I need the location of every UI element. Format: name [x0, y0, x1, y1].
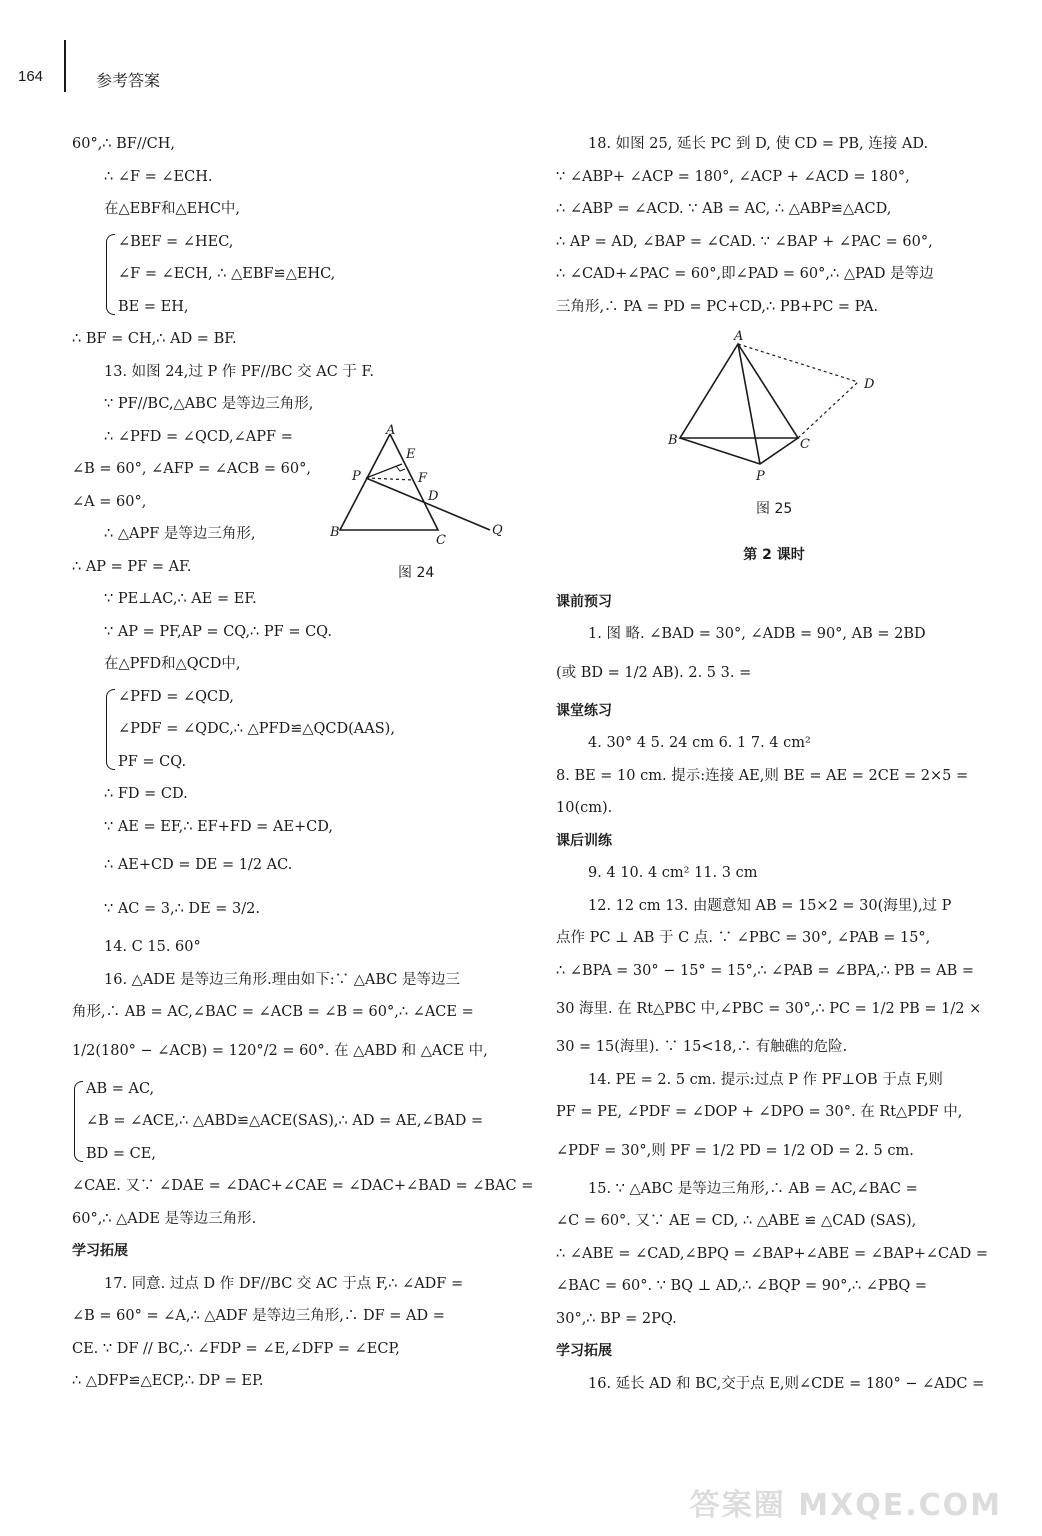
text-line: ∵ ∠ABP+ ∠ACP = 180°, ∠ACP + ∠ACD = 180°,	[556, 168, 910, 185]
text-line: ∠C = 60°. 又∵ AE = CD, ∴ △ABE ≌ △CAD (SAS),	[556, 1213, 917, 1229]
text-line: 10(cm).	[556, 800, 613, 816]
text-line: 30 海里. 在 Rt△PBC 中,∠PBC = 30°,∴ PC = 1/2 PB = 1/2 ×	[556, 1001, 982, 1017]
text-line: 16. △ADE 是等边三角形.理由如下:∵ △ABC 是等边三	[104, 971, 460, 988]
text-line: ∠PDF = 30°,则 PF = 1/2 PD = 1/2 OD = 2. 5 cm.	[556, 1142, 914, 1159]
text-line: 在△EBF和△EHC中,	[104, 201, 241, 217]
system-line: PF = CQ.	[118, 753, 187, 770]
fig25-label: P	[756, 469, 765, 484]
text-line: ∴ BF = CH,∴ AD = BF.	[72, 331, 237, 347]
text-line: PF = PE, ∠PDF = ∠DOP + ∠DPO = 30°. 在 Rt△PDF 中,	[556, 1104, 963, 1120]
text-line: ∴ △DFP≌△ECP,∴ DP = EP.	[72, 1373, 264, 1389]
text-line: 60°,∴ △ADE 是等边三角形.	[72, 1210, 257, 1227]
text-line: 在△PFD和△QCD中,	[104, 656, 241, 672]
system-line: BD = CE,	[86, 1145, 156, 1162]
figure-24-caption: 图 24	[398, 565, 435, 581]
section-heading: 课前预习	[556, 593, 612, 610]
fig24-label: C	[436, 533, 446, 548]
system-line: AB = AC,	[86, 1080, 155, 1097]
equation-system	[72, 1073, 512, 1171]
text-line: ∵ AE = EF,∴ EF+FD = AE+CD,	[104, 818, 333, 835]
watermark: 答案圈 MXQE.COM	[689, 1488, 1002, 1523]
fig24-label: A	[386, 424, 396, 438]
figure-24-diagram	[330, 424, 510, 574]
text-line: ∴ △APF 是等边三角形,	[104, 526, 256, 542]
system-line: ∠B = ∠ACE,∴ △ABD≌△ACE(SAS),∴ AD = AE,∠BAD =	[86, 1113, 484, 1129]
brace	[106, 234, 115, 316]
lesson-heading: 第 2 课时	[743, 547, 805, 563]
text-line: 8. BE = 10 cm. 提示:连接 AE,则 BE = AE = 2CE = 2×5 =	[556, 767, 969, 784]
text-line: ∴ AP = PF = AF.	[72, 558, 192, 575]
text-line: 1/2(180° − ∠ACB) = 120°/2 = 60°. 在 △ABD 和 △ACE 中,	[72, 1042, 488, 1059]
text-line: 15. ∵ △ABC 是等边三角形,∴ AB = AC,∠BAC =	[588, 1180, 918, 1197]
system-line: ∠PDF = ∠QDC,∴ △PFD≌△QCD(AAS),	[118, 721, 395, 737]
section-heading: 学习拓展	[72, 1243, 128, 1259]
fig25-label: C	[800, 437, 810, 452]
text-line: 9. 4 10. 4 cm² 11. 3 cm	[588, 865, 758, 881]
system-line: ∠PFD = ∠QCD,	[118, 688, 234, 705]
text-line: ∴ ∠CAD+∠PAC = 60°,即∠PAD = 60°,∴ △PAD 是等边	[556, 266, 934, 282]
text-line: ∠A = 60°,	[72, 493, 147, 510]
text-line: 14. C 15. 60°	[104, 939, 201, 955]
text-line: ∠B = 60° = ∠A,∴ △ADF 是等边三角形,∴ DF = AD =	[72, 1308, 445, 1324]
text-line: ∴ ∠BPA = 30° − 15° = 15°,∴ ∠PAB = ∠BPA,∴ PB = AB =	[556, 962, 975, 979]
equation-system	[104, 226, 512, 324]
fig25-label: B	[668, 433, 678, 448]
text-line: 60°,∴ BF//CH,	[72, 136, 175, 152]
text-line: 16. 延长 AD 和 BC,交于点 E,则∠CDE = 180° − ∠ADC =	[588, 1375, 985, 1392]
text-line: 1. 图 略. ∠BAD = 30°, ∠ADB = 90°, AB = 2BD	[588, 626, 926, 642]
fig25-label: A	[734, 329, 744, 344]
text-line: ∠B = 60°, ∠AFP = ∠ACB = 60°,	[72, 461, 311, 477]
fig25-label: D	[864, 377, 875, 392]
figure-25	[660, 326, 890, 516]
left-column	[72, 128, 534, 1398]
brace	[74, 1081, 83, 1163]
text-line: ∵ AP = PF,AP = CQ,∴ PF = CQ.	[104, 623, 332, 640]
fig24-label: E	[406, 447, 416, 462]
brace	[106, 689, 115, 771]
section-heading: 课堂练习	[556, 702, 612, 719]
header-divider	[64, 40, 66, 92]
text-line: 4. 30° 4 5. 24 cm 6. 1 7. 4 cm²	[588, 735, 811, 751]
text-line: ∠BAC = 60°. ∵ BQ ⊥ AD,∴ ∠BQP = 90°,∴ ∠PBQ =	[556, 1278, 928, 1294]
text-line: 三角形,∴ PA = PD = PC+CD,∴ PB+PC = PA.	[556, 298, 879, 315]
text-line: ∠CAE. 又∵ ∠DAE = ∠DAC+∠CAE = ∠DAC+∠BAD = ∠BAC =	[72, 1178, 534, 1194]
section-heading: 课后训练	[556, 832, 612, 849]
fig24-label: P	[352, 469, 361, 484]
text-line: ∴ ∠ABP = ∠ACD. ∵ AB = AC, ∴ △ABP≌△ACD,	[556, 201, 892, 217]
text-line: 18. 如图 25, 延长 PC 到 D, 使 CD = PB, 连接 AD.	[588, 136, 929, 152]
text-line: ∵ AC = 3,∴ DE = 3/2.	[104, 901, 260, 917]
system-line: ∠F = ∠ECH, ∴ △EBF≌△EHC,	[118, 266, 336, 282]
text-line: 13. 如图 24,过 P 作 PF//BC 交 AC 于 F.	[104, 363, 374, 380]
text-line: ∴ AE+CD = DE = 1/2 AC.	[104, 857, 293, 873]
text-line: 角形,∴ AB = AC,∠BAC = ∠ACB = ∠B = 60°,∴ ∠ACE =	[72, 1004, 474, 1020]
text-line: ∴ AP = AD, ∠BAP = ∠CAD. ∵ ∠BAP + ∠PAC = 60°,	[556, 233, 933, 250]
page-number: 164	[18, 68, 44, 85]
figure-25-diagram	[660, 326, 890, 496]
text-line: ∵ PE⊥AC,∴ AE = EF.	[104, 591, 257, 607]
page-title: 参考答案	[96, 71, 161, 90]
section-heading: 学习拓展	[556, 1343, 612, 1359]
equation-system	[104, 681, 512, 779]
text-line: 14. PE = 2. 5 cm. 提示:过点 P 作 PF⊥OB 于点 F,则	[588, 1071, 943, 1088]
text-line: ∴ ∠ABE = ∠CAD,∠BPQ = ∠BAP+∠ABE = ∠BAP+∠CAD =	[556, 1245, 989, 1262]
figure-25-caption: 图 25	[756, 501, 793, 517]
right-column	[556, 128, 992, 1400]
system-line: BE = EH,	[118, 298, 189, 315]
text-line: 点作 PC ⊥ AB 于 C 点. ∵ ∠PBC = 30°, ∠PAB = 15°,	[556, 930, 931, 946]
text-line: (或 BD = 1/2 AB). 2. 5 3. =	[556, 664, 752, 681]
text-line: 17. 同意. 过点 D 作 DF//BC 交 AC 于点 F,∴ ∠ADF =	[104, 1275, 464, 1292]
text-line: ∴ FD = CD.	[104, 786, 188, 802]
fig24-label: F	[418, 471, 428, 486]
fig24-label: B	[330, 525, 340, 540]
text-line: 30 = 15(海里). ∵ 15<18,∴ 有触礁的危险.	[556, 1039, 848, 1055]
system-line: ∠BEF = ∠HEC,	[118, 233, 234, 250]
text-line: ∴ ∠F = ∠ECH.	[104, 168, 213, 185]
fig24-label: Q	[492, 523, 503, 538]
text-line: ∴ ∠PFD = ∠QCD,∠APF =	[104, 428, 293, 445]
text-line: ∵ PF//BC,△ABC 是等边三角形,	[104, 396, 314, 412]
text-line: 12. 12 cm 13. 由题意知 AB = 15×2 = 30(海里),过 P	[588, 897, 952, 914]
text-line: 30°,∴ BP = 2PQ.	[556, 1310, 677, 1327]
fig24-label: D	[428, 489, 439, 504]
figure-24	[330, 424, 510, 594]
text-line: CE. ∵ DF // BC,∴ ∠FDP = ∠E,∠DFP = ∠ECP,	[72, 1340, 400, 1357]
